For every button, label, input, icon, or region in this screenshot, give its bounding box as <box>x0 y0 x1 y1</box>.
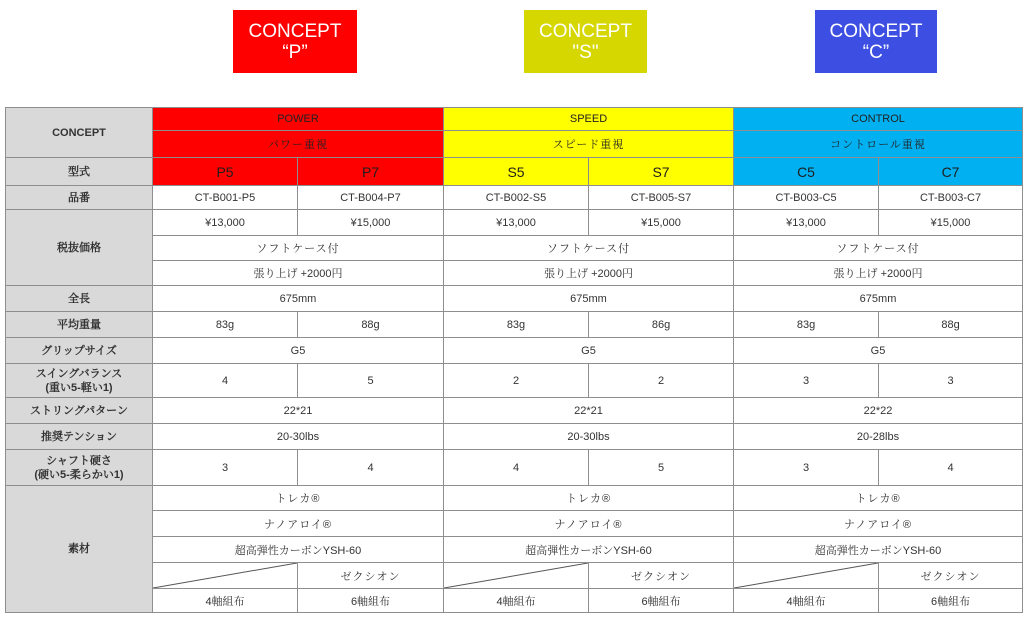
swing-balance-row <box>6 364 1023 398</box>
string-pattern-cell: 22*22 <box>734 398 1023 424</box>
product-code-cell: CT-B002-S5 <box>444 186 589 210</box>
grip-size-label: グリップサイズ <box>6 338 153 364</box>
material-weave-cell: 4軸組布 <box>153 589 298 613</box>
group-header-control: CONTROL <box>734 108 1023 131</box>
concept-box-code: "S" <box>572 41 599 63</box>
model-cell-c5: C5 <box>734 158 879 186</box>
length-row <box>6 286 1023 312</box>
model-row <box>6 158 1023 186</box>
material-weave-cell: 4軸組布 <box>734 589 879 613</box>
group-focus-speed: スピード重視 <box>444 131 734 158</box>
material-extra-cell: ゼクシオン <box>879 563 1023 589</box>
swing-balance-cell: 2 <box>589 364 734 398</box>
material-cell: ナノアロイ® <box>444 511 734 537</box>
price-cell: ¥13,000 <box>444 210 589 236</box>
weight-label: 平均重量 <box>6 312 153 338</box>
grip-size-row <box>6 338 1023 364</box>
price-label: 税抜価格 <box>6 210 153 286</box>
shaft-stiffness-label <box>6 450 153 486</box>
group-focus-control: コントロール重視 <box>734 131 1023 158</box>
material-cell: トレカ® <box>734 486 1023 511</box>
shaft-stiffness-cell: 5 <box>589 450 734 486</box>
weight-row <box>6 312 1023 338</box>
shaft-stiffness-title: シャフト硬さ <box>46 454 112 467</box>
product-code-label: 品番 <box>6 186 153 210</box>
tension-cell: 20-30lbs <box>444 424 734 450</box>
concept-name-row <box>6 108 1023 131</box>
shaft-stiffness-row <box>6 450 1023 486</box>
not-applicable-cell <box>444 563 589 589</box>
model-cell-p7: P7 <box>298 158 444 186</box>
material-extra-row <box>6 563 1023 589</box>
case-note-cell: ソフトケース付 <box>734 236 1023 261</box>
material-weave-cell: 6軸組布 <box>879 589 1023 613</box>
product-code-row <box>6 186 1023 210</box>
length-label: 全長 <box>6 286 153 312</box>
stringing-note-cell: 張り上げ +2000円 <box>734 261 1023 286</box>
tension-cell: 20-30lbs <box>153 424 444 450</box>
swing-balance-cell: 5 <box>298 364 444 398</box>
case-note-cell: ソフトケース付 <box>444 236 734 261</box>
string-pattern-row <box>6 398 1023 424</box>
swing-balance-cell: 2 <box>444 364 589 398</box>
length-cell: 675mm <box>153 286 444 312</box>
swing-balance-cell: 3 <box>734 364 879 398</box>
diagonal-slash <box>153 563 297 588</box>
material-cell: 超高弾性カーボンYSH-60 <box>734 537 1023 563</box>
swing-balance-label <box>6 364 153 398</box>
concept-box-title: CONCEPT <box>829 20 923 42</box>
tension-label: 推奨テンション <box>6 424 153 450</box>
string-pattern-cell: 22*21 <box>444 398 734 424</box>
shaft-stiffness-note: (硬い5-柔らかい1) <box>34 468 124 481</box>
stringing-note-cell: 張り上げ +2000円 <box>444 261 734 286</box>
grip-size-cell: G5 <box>734 338 1023 364</box>
swing-balance-note: (重い5-軽い1) <box>45 381 113 394</box>
material-weave-row <box>6 589 1023 613</box>
product-code-cell: CT-B003-C7 <box>879 186 1023 210</box>
stringing-note-cell: 張り上げ +2000円 <box>153 261 444 286</box>
model-label: 型式 <box>6 158 153 186</box>
price-cell: ¥13,000 <box>153 210 298 236</box>
case-note-cell: ソフトケース付 <box>153 236 444 261</box>
weight-cell: 86g <box>589 312 734 338</box>
material-extra-cell: ゼクシオン <box>589 563 734 589</box>
shaft-stiffness-cell: 3 <box>734 450 879 486</box>
diagonal-slash <box>734 563 878 588</box>
price-row <box>6 210 1023 236</box>
material-weave-cell: 4軸組布 <box>444 589 589 613</box>
material-cell: 超高弾性カーボンYSH-60 <box>444 537 734 563</box>
weight-cell: 88g <box>298 312 444 338</box>
model-cell-s5: S5 <box>444 158 589 186</box>
weight-cell: 83g <box>444 312 589 338</box>
price-cell: ¥15,000 <box>879 210 1023 236</box>
material-cell: ナノアロイ® <box>153 511 444 537</box>
material-weave-cell: 6軸組布 <box>298 589 444 613</box>
material-row <box>6 511 1023 537</box>
length-cell: 675mm <box>734 286 1023 312</box>
shaft-stiffness-cell: 4 <box>298 450 444 486</box>
model-cell-p5: P5 <box>153 158 298 186</box>
material-weave-cell: 6軸組布 <box>589 589 734 613</box>
tension-cell: 20-28lbs <box>734 424 1023 450</box>
product-code-cell: CT-B001-P5 <box>153 186 298 210</box>
model-cell-c7: C7 <box>879 158 1023 186</box>
concept-box-title: CONCEPT <box>539 20 632 42</box>
concept-box-title: CONCEPT <box>248 20 342 42</box>
grip-size-cell: G5 <box>153 338 444 364</box>
grip-size-cell: G5 <box>444 338 734 364</box>
material-extra-cell: ゼクシオン <box>298 563 444 589</box>
weight-cell: 83g <box>734 312 879 338</box>
string-pattern-label: ストリングパターン <box>6 398 153 424</box>
material-cell: トレカ® <box>153 486 444 511</box>
stringing-note-row <box>6 261 1023 286</box>
concept-label: CONCEPT <box>6 108 153 158</box>
not-applicable-cell <box>153 563 298 589</box>
string-pattern-cell: 22*21 <box>153 398 444 424</box>
product-code-cell: CT-B003-C5 <box>734 186 879 210</box>
material-cell: トレカ® <box>444 486 734 511</box>
weight-cell: 83g <box>153 312 298 338</box>
group-header-power: POWER <box>153 108 444 131</box>
price-cell: ¥15,000 <box>589 210 734 236</box>
swing-balance-cell: 3 <box>879 364 1023 398</box>
diagonal-slash <box>444 563 588 588</box>
case-note-row <box>6 236 1023 261</box>
length-cell: 675mm <box>444 286 734 312</box>
swing-balance-title: スイングバランス <box>35 367 123 380</box>
material-cell: 超高弾性カーボンYSH-60 <box>153 537 444 563</box>
price-cell: ¥15,000 <box>298 210 444 236</box>
shaft-stiffness-cell: 3 <box>153 450 298 486</box>
shaft-stiffness-cell: 4 <box>879 450 1023 486</box>
not-applicable-cell <box>734 563 879 589</box>
swing-balance-cell: 4 <box>153 364 298 398</box>
concept-box-s <box>524 10 647 73</box>
concept-box-c <box>815 10 937 73</box>
weight-cell: 88g <box>879 312 1023 338</box>
price-cell: ¥13,000 <box>734 210 879 236</box>
material-label: 素材 <box>6 486 153 613</box>
concept-box-code: “P” <box>282 41 308 63</box>
concept-focus-row <box>6 131 1023 158</box>
material-cell: ナノアロイ® <box>734 511 1023 537</box>
product-code-cell: CT-B004-P7 <box>298 186 444 210</box>
group-header-speed: SPEED <box>444 108 734 131</box>
concept-box-code: “C” <box>862 41 890 63</box>
concept-box-p <box>233 10 357 73</box>
racket-spec-table <box>5 107 1023 613</box>
shaft-stiffness-cell: 4 <box>444 450 589 486</box>
group-focus-power: パワー重視 <box>153 131 444 158</box>
material-row <box>6 486 1023 511</box>
product-code-cell: CT-B005-S7 <box>589 186 734 210</box>
material-row <box>6 537 1023 563</box>
model-cell-s7: S7 <box>589 158 734 186</box>
tension-row <box>6 424 1023 450</box>
